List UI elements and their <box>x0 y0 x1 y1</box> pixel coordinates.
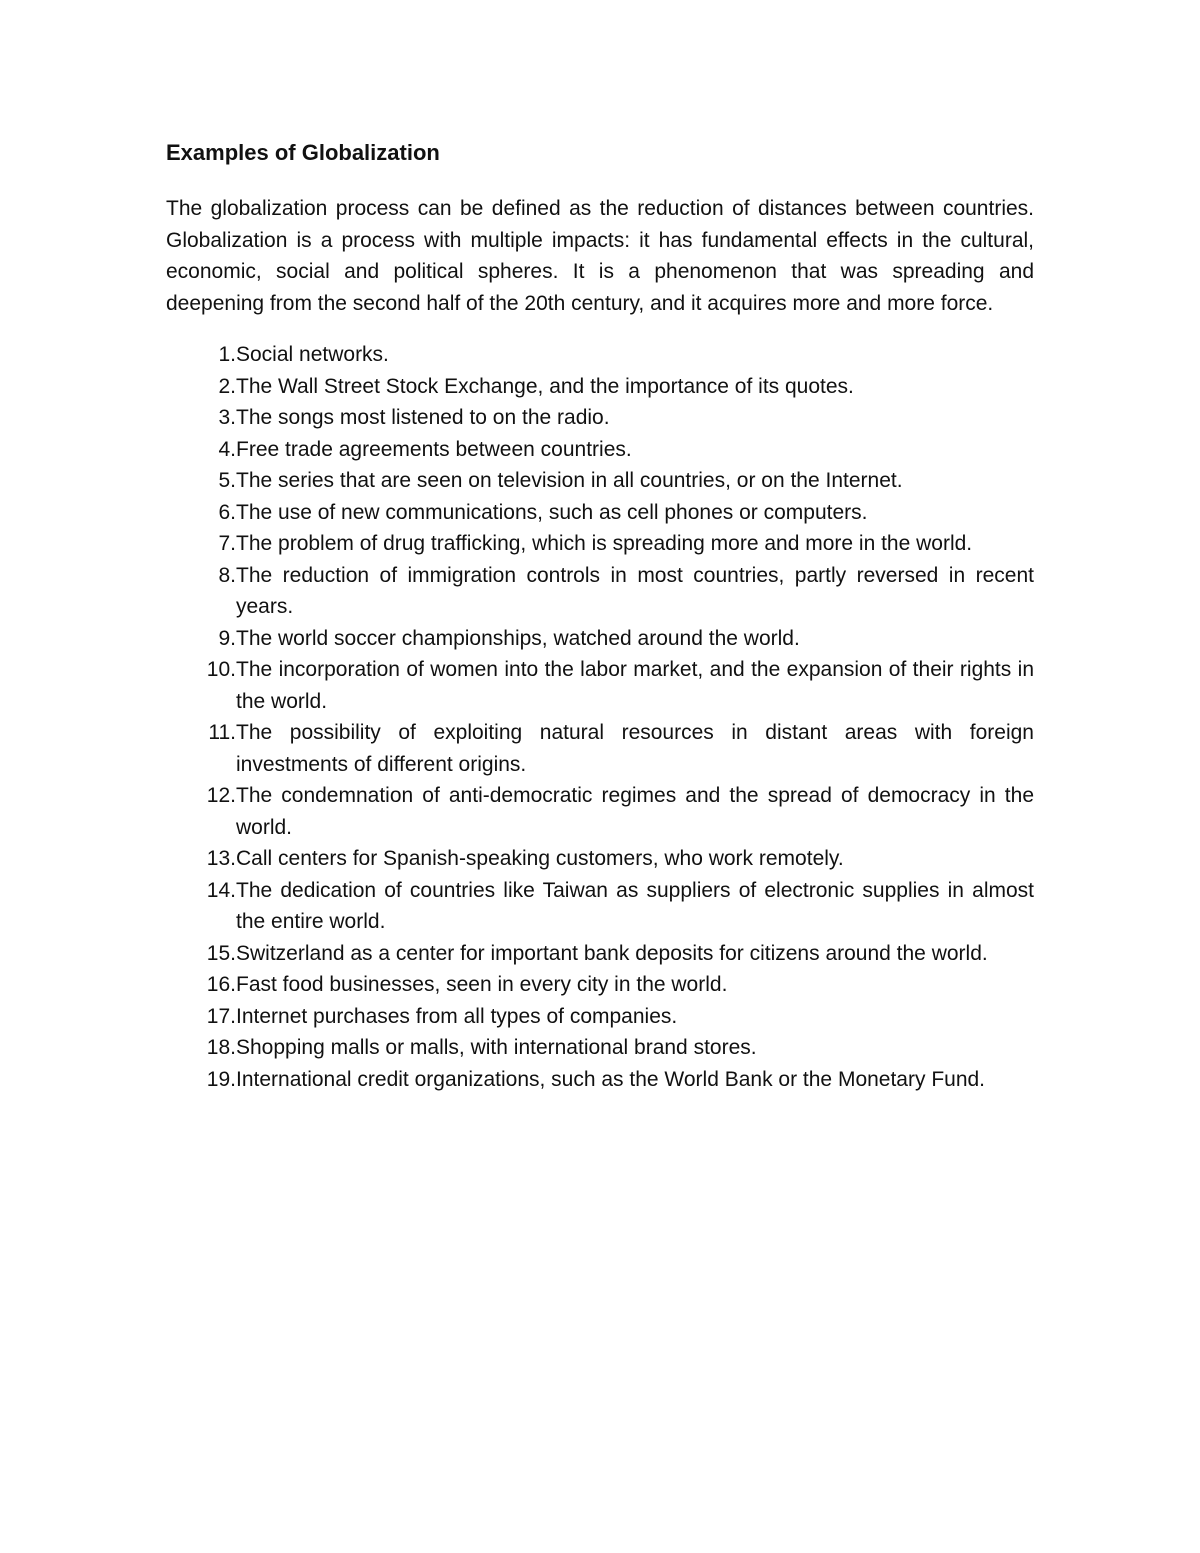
list-item <box>166 717 1034 780</box>
document-page <box>166 137 1034 1095</box>
list-item <box>166 371 1034 403</box>
list-item <box>166 938 1034 970</box>
intro-paragraph: The globalization process can be defined as the reduction of distances between countries. Globalization is a process with multiple impacts: it has fundamental effects in the cultural, economic, social and political spheres. It is a phenomenon that was spreading and deepening from the second half of the 20th century, and it acquires more and more force. <box>166 197 1034 315</box>
list-item-number: 14. <box>206 878 236 902</box>
list-item <box>166 875 1034 938</box>
list-item-number: 17. <box>206 1004 236 1028</box>
list-item-text: The world soccer championships, watched around the world. <box>236 626 800 650</box>
list-item <box>166 1001 1034 1033</box>
list-item-text: The use of new communications, such as cell phones or computers. <box>236 500 868 524</box>
list-item-text: Free trade agreements between countries. <box>236 437 632 461</box>
list-item <box>166 843 1034 875</box>
list-item-number: 5. <box>218 469 236 492</box>
list-item-text: Social networks. <box>236 343 389 366</box>
list-item <box>166 780 1034 843</box>
list-item-number: 2. <box>218 374 236 398</box>
list-item-text: The dedication of countries like Taiwan as suppliers of electronic supplies in almost the entire world. <box>236 878 1034 933</box>
list-item-number: 1. <box>218 343 236 366</box>
list-item <box>166 402 1034 434</box>
list-item <box>166 465 1034 497</box>
list-item-text: Internet purchases from all types of companies. <box>236 1004 678 1028</box>
list-item <box>166 1032 1034 1064</box>
list-item-number: 16. <box>206 973 236 996</box>
list-item <box>166 497 1034 529</box>
list-item-number: 15. <box>206 941 236 965</box>
list-item-number: 3. <box>218 406 236 429</box>
list-item <box>166 1064 1034 1096</box>
list-item-text: The condemnation of anti-democratic regimes and the spread of democracy in the world. <box>236 784 1034 839</box>
list-item <box>166 969 1034 1001</box>
list-item-text: The reduction of immigration controls in most countries, partly reversed in recent years. <box>236 563 1034 618</box>
list-item-text: The problem of drug trafficking, which is spreading more and more in the world. <box>236 532 973 555</box>
list-item-number: 7. <box>218 532 236 555</box>
list-item-text: The Wall Street Stock Exchange, and the importance of its quotes. <box>236 374 854 398</box>
list-item-number: 13. <box>206 847 236 870</box>
list-item <box>166 528 1034 560</box>
list-item-text: Fast food businesses, seen in every city in the world. <box>236 973 728 996</box>
list-item-text: The incorporation of women into the labor market, and the expansion of their rights in the world. <box>236 658 1034 713</box>
list-item-text: Shopping malls or malls, with international brand stores. <box>236 1036 757 1059</box>
list-item-text: International credit organizations, such as the World Bank or the Monetary Fund. <box>236 1067 986 1091</box>
list-item-number: 9. <box>218 626 236 650</box>
list-item <box>166 623 1034 655</box>
list-item <box>166 339 1034 371</box>
list-item-number: 6. <box>218 500 236 524</box>
list-item-number: 10. <box>206 658 236 681</box>
list-item-number: 12. <box>206 784 236 807</box>
list-item-text: The songs most listened to on the radio. <box>236 406 610 429</box>
list-item-number: 18. <box>206 1036 236 1059</box>
list-item <box>166 434 1034 466</box>
list-item <box>166 560 1034 623</box>
document-title: Examples of Globalization <box>166 140 440 165</box>
list-item-text: The possibility of exploiting natural resources in distant areas with foreign investments of different origins. <box>236 721 1034 776</box>
list-item-number: 11. <box>208 721 236 744</box>
list-item-number: 8. <box>218 563 236 587</box>
list-item-text: The series that are seen on television in all countries, or on the Internet. <box>236 469 903 492</box>
list-item <box>166 654 1034 717</box>
list-item-number: 4. <box>218 437 236 461</box>
list-item-text: Call centers for Spanish-speaking customers, who work remotely. <box>236 847 844 870</box>
list-item-text: Switzerland as a center for important bank deposits for citizens around the world. <box>236 941 988 965</box>
list-item-number: 19. <box>206 1067 236 1091</box>
examples-list <box>166 339 1034 1095</box>
